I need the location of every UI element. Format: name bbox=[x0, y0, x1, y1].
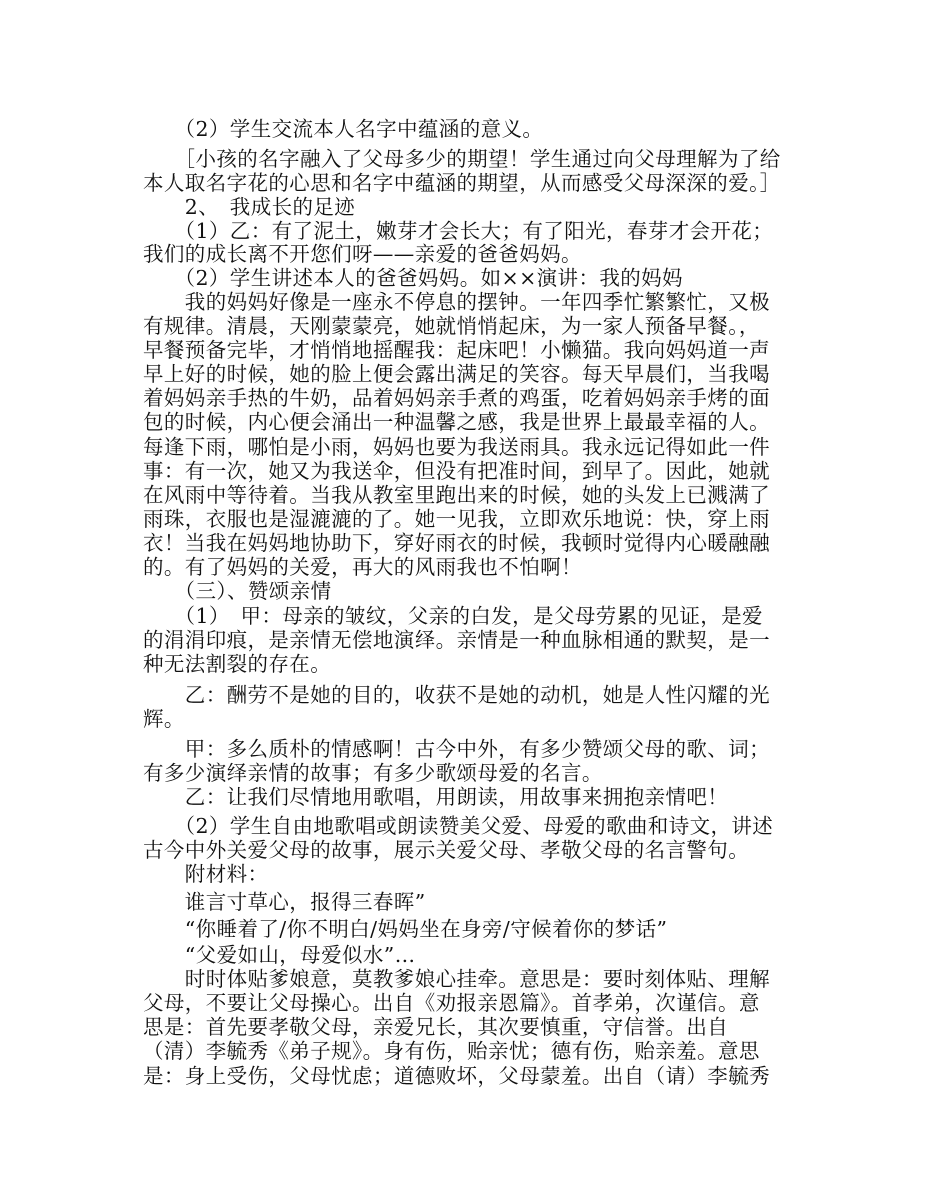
text-line: 包的时候，内心便会涌出一种温馨之感，我是世界上最最幸福的人。 bbox=[143, 410, 770, 434]
text-line: 我的妈妈好像是一座永不停息的摆钟。一年四季忙繁繁忙，又极 bbox=[143, 290, 770, 314]
text-line: 有规律。清晨，天刚蒙蒙亮，她就悄悄起床，为一家人预备早餐。， bbox=[143, 314, 760, 338]
text-line: ［小孩的名字融入了父母多少的期望！学生通过向父母理解为了给 bbox=[143, 147, 781, 171]
text-line: 衣！当我在妈妈地协助下，穿好雨衣的时候，我顿时觉得内心暖融融 bbox=[143, 531, 770, 555]
text-line: 雨珠，衣服也是湿漉漉的了。她一见我，立即欢乐地说：快，穿上雨 bbox=[143, 507, 770, 531]
text-line: （2）学生自由地歌唱或朗读赞美父爱、母爱的歌曲和诗文，讲述 bbox=[143, 814, 774, 838]
text-line: 每逢下雨，哪怕是小雨，妈妈也要为我送雨具。我永远记得如此一件 bbox=[143, 435, 770, 459]
text-line: （三）、赞颂亲情 bbox=[143, 579, 332, 603]
text-line: 的涓涓印痕，是亲情无偿地演绎。亲情是一种血脉相通的默契，是一 bbox=[143, 628, 770, 652]
text-line: 事：有一次，她又为我送伞，但没有把准时间，到早了。因此，她就 bbox=[143, 459, 770, 483]
text-line: 我们的成长离不开您们呀——亲爱的爸爸妈妈。 bbox=[143, 242, 582, 266]
text-line: 着妈妈亲手热的牛奶，品着妈妈亲手煮的鸡蛋，吃着妈妈亲手烤的面 bbox=[143, 386, 770, 410]
text-line: “你睡着了/你不明白/妈妈坐在身旁/守候着你的梦话” bbox=[143, 917, 668, 941]
text-line: 辉。 bbox=[143, 707, 185, 731]
text-line: 有多少演绎亲情的故事；有多少歌颂母爱的名言。 bbox=[143, 761, 603, 785]
text-line: （1）乙：有了泥土，嫩芽才会长大；有了阳光，春芽才会开花； bbox=[143, 219, 774, 243]
text-line: 2、 我成长的足迹 bbox=[143, 195, 356, 219]
text-line: 在风雨中等待着。当我从教室里跑出来的时候，她的头发上已溅满了 bbox=[143, 483, 770, 507]
text-line: 种无法割裂的存在。 bbox=[143, 652, 332, 676]
text-line: 是：身上受伤，父母忧虑；道德败坏，父母蒙羞。出自（请）李毓秀 bbox=[143, 1064, 770, 1088]
text-line: 古今中外关爱父母的故事，展示关爱父母、孝敬父母的名言警句。 bbox=[143, 838, 750, 862]
text-line: 的。有了妈妈的关爱，再大的风雨我也不怕啊！ bbox=[143, 555, 582, 579]
text-line: 本人取名字花的心思和名字中蕴涵的期望，从而感受父母深深的爱。］ bbox=[143, 171, 781, 195]
text-line: （2）学生讲述本人的爸爸妈妈。如××演讲：我的妈妈 bbox=[143, 266, 683, 290]
text-line: 甲：多么质朴的情感啊！古今中外，有多少赞颂父母的歌、词； bbox=[143, 737, 770, 761]
text-line: 乙：酬劳不是她的目的，收获不是她的动机，她是人性闪耀的光 bbox=[143, 683, 770, 707]
text-line: 附材料： bbox=[143, 862, 269, 886]
text-line: 思是：首先要孝敬父母，亲爱兄长，其次要慎重，守信誉。出自 bbox=[143, 1015, 729, 1039]
text-line: （1） 甲：母亲的皱纹，父亲的白发，是父母劳累的见证，是爱 bbox=[143, 604, 763, 628]
text-line: 父母，不要让父母操心。出自《劝报亲恩篇》。首孝弟，次谨信。意 bbox=[143, 991, 760, 1015]
text-line: 时时体贴爹娘意，莫教爹娘心挂牵。意思是：要时刻体贴、理解 bbox=[143, 967, 770, 991]
text-line: 乙：让我们尽情地用歌唱，用朗读，用故事来拥抱亲情吧！ bbox=[143, 785, 729, 809]
text-line: （2）学生交流本人名字中蕴涵的意义。 bbox=[143, 117, 544, 141]
text-line: 谁言寸草心，报得三春晖” bbox=[143, 890, 426, 914]
text-line: “父爱如山，母爱似水”… bbox=[143, 943, 416, 967]
text-line: （清）李毓秀《弟子规》。身有伤，贻亲忧；德有伤，贻亲羞。意思 bbox=[143, 1039, 760, 1063]
text-line: 早上好的时候，她的脸上便会露出满足的笑容。每天早晨们，当我喝 bbox=[143, 362, 770, 386]
text-line: 早餐预备完毕，才悄悄地摇醒我：起床吧！小懒猫。我向妈妈道一声 bbox=[143, 338, 770, 362]
